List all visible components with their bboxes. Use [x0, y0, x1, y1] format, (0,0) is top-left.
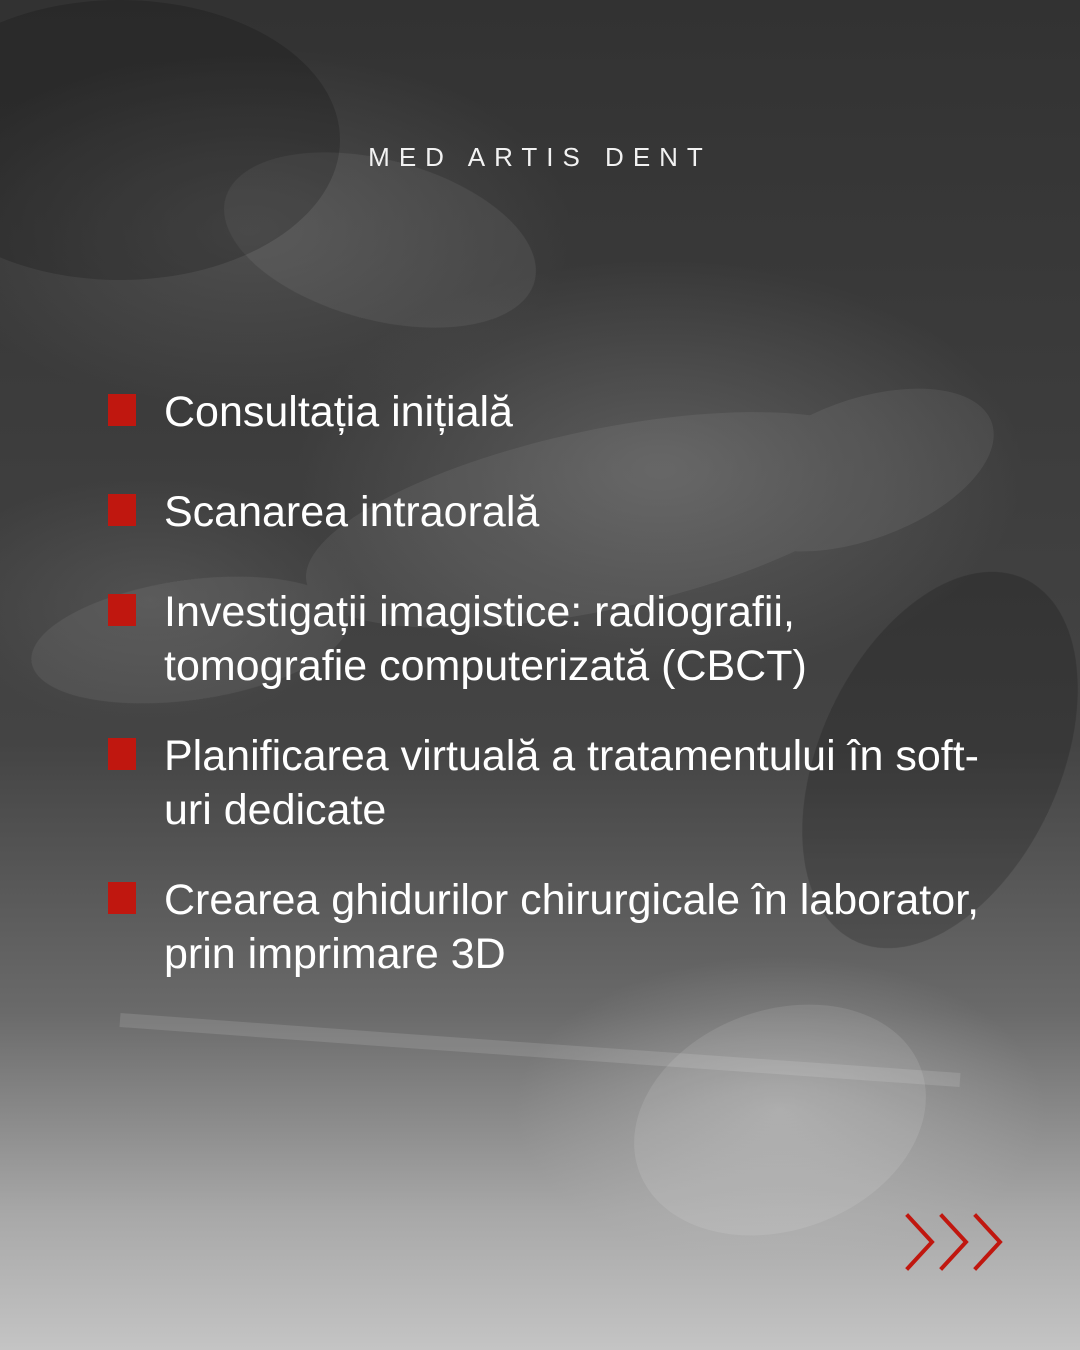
- step-label: Consultația inițială: [164, 388, 513, 436]
- list-item: [108, 485, 1008, 539]
- brand-name: MED ARTIS DENT: [368, 142, 712, 172]
- square-bullet-icon: [108, 494, 136, 526]
- list-item: [108, 585, 1008, 693]
- steps-list: [108, 385, 1008, 981]
- step-label: Investigații imagistice: radiografii, tomografie computerizată (CBCT): [164, 588, 807, 690]
- list-item: [108, 385, 1008, 439]
- step-label: Scanarea intraorală: [164, 488, 540, 536]
- square-bullet-icon: [108, 394, 136, 426]
- square-bullet-icon: [108, 738, 136, 770]
- list-item: [108, 873, 1008, 981]
- step-label: Crearea ghidurilor chirurgicale în laborator, prin imprimare 3D: [164, 876, 980, 978]
- list-item: [108, 729, 1008, 837]
- triple-chevron-right-icon[interactable]: [902, 1212, 1006, 1272]
- square-bullet-icon: [108, 594, 136, 626]
- step-label: Planificarea virtuală a tratamentului în soft-uri dedicate: [164, 732, 980, 834]
- square-bullet-icon: [108, 882, 136, 914]
